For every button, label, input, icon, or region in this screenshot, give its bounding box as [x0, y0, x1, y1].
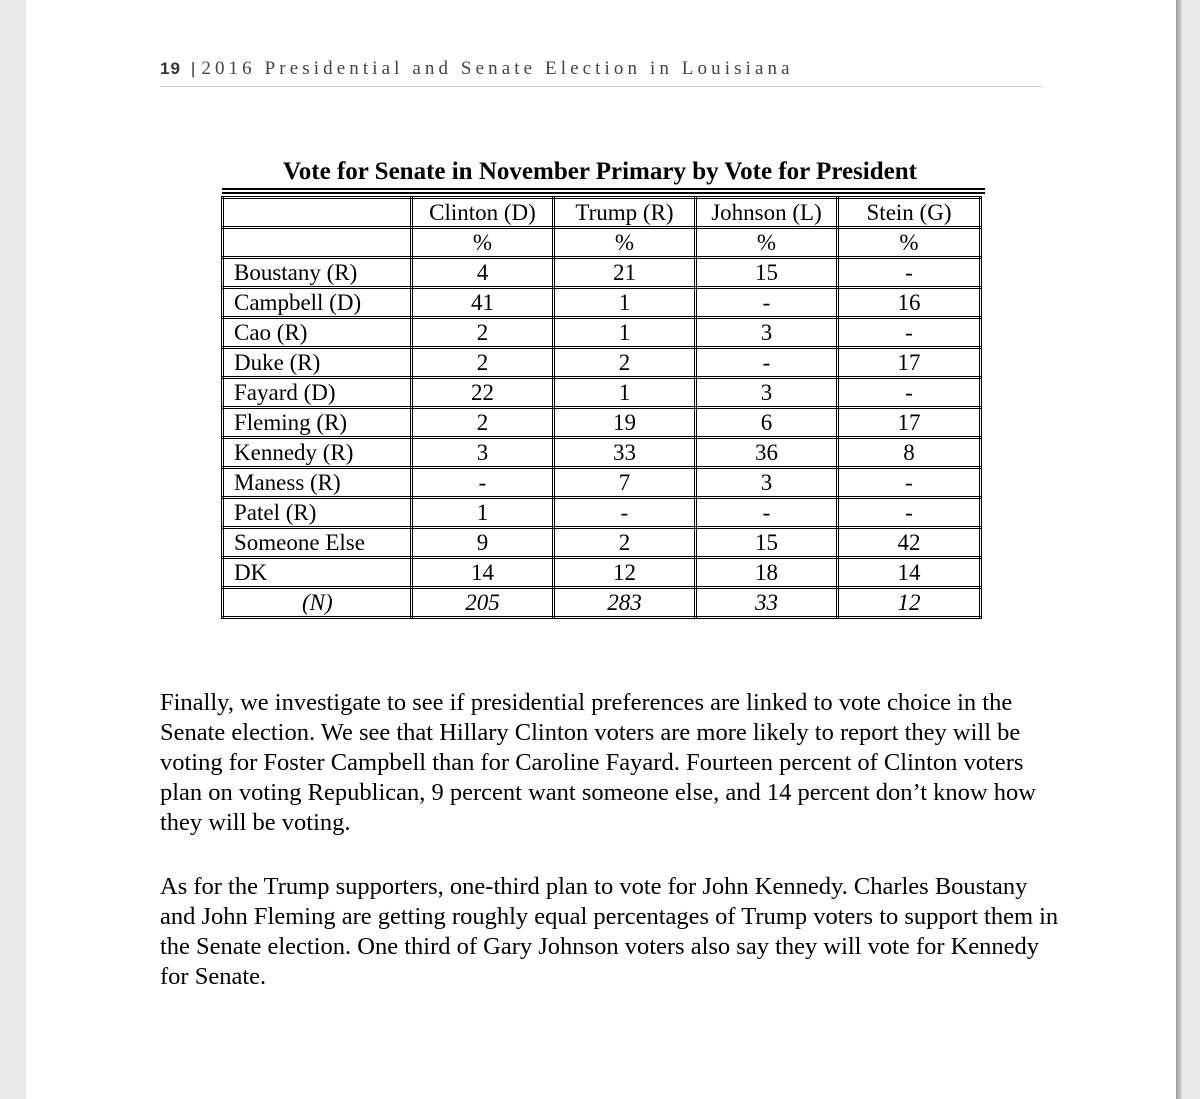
page-header	[160, 58, 1042, 87]
table-row	[223, 468, 981, 498]
sample-size-cell: 33	[696, 588, 838, 618]
table-cell: 1	[554, 288, 696, 318]
table-cell: 17	[838, 348, 981, 378]
sample-size-row	[223, 588, 981, 618]
sample-size-cell: 12	[838, 588, 981, 618]
row-label: Duke (R)	[223, 348, 412, 378]
column-header: Johnson (L)	[696, 198, 838, 228]
column-header: Clinton (D)	[412, 198, 554, 228]
table-cell: 14	[412, 558, 554, 588]
unit-cell: %	[696, 228, 838, 258]
row-label: Fleming (R)	[223, 408, 412, 438]
table-cell: 22	[412, 378, 554, 408]
table-cell: 4	[412, 258, 554, 288]
header-title: 2016 Presidential and Senate Election in Louisiana	[201, 58, 794, 79]
row-label: Kennedy (R)	[223, 438, 412, 468]
table-cell: 15	[696, 258, 838, 288]
row-label: Cao (R)	[223, 318, 412, 348]
table-cell: -	[838, 378, 981, 408]
title-double-rule	[222, 188, 985, 194]
table-cell: 19	[554, 408, 696, 438]
table-cell: 2	[412, 318, 554, 348]
page-edge-shadow	[1176, 0, 1182, 1099]
sample-size-cell: 283	[554, 588, 696, 618]
sample-size-label: (N)	[223, 588, 412, 618]
table-cell: 16	[838, 288, 981, 318]
table-cell: 42	[838, 528, 981, 558]
table-row	[223, 528, 981, 558]
table-cell: -	[696, 288, 838, 318]
row-label: Boustany (R)	[223, 258, 412, 288]
table-cell: 15	[696, 528, 838, 558]
table-row	[223, 348, 981, 378]
table-cell: -	[554, 498, 696, 528]
table-cell: 41	[412, 288, 554, 318]
crosstab-table	[221, 196, 982, 619]
row-label: Patel (R)	[223, 498, 412, 528]
table-cell: 1	[412, 498, 554, 528]
table-cell: 2	[554, 528, 696, 558]
table-cell: 3	[696, 378, 838, 408]
header-separator: |	[190, 59, 196, 78]
table-cell: 2	[412, 408, 554, 438]
table-cell: 6	[696, 408, 838, 438]
unit-cell: %	[412, 228, 554, 258]
table-row	[223, 498, 981, 528]
table-cell: 3	[696, 468, 838, 498]
table-cell: 17	[838, 408, 981, 438]
column-header: Stein (G)	[838, 198, 981, 228]
table-cell: 3	[696, 318, 838, 348]
table-cell: 1	[554, 378, 696, 408]
table-cell: 2	[554, 348, 696, 378]
table-row	[223, 408, 981, 438]
table-cell: 9	[412, 528, 554, 558]
table-cell: -	[838, 498, 981, 528]
table-cell: 7	[554, 468, 696, 498]
table-cell: 3	[412, 438, 554, 468]
table-cell: 2	[412, 348, 554, 378]
column-header: Trump (R)	[554, 198, 696, 228]
unit-cell: %	[838, 228, 981, 258]
table-cell: -	[412, 468, 554, 498]
table-cell: 12	[554, 558, 696, 588]
table-title: Vote for Senate in November Primary by Vote for President	[283, 158, 917, 185]
column-header-row	[223, 198, 981, 228]
row-label: DK	[223, 558, 412, 588]
table-cell: 21	[554, 258, 696, 288]
table-cell: -	[838, 468, 981, 498]
table-row	[223, 318, 981, 348]
row-label: Maness (R)	[223, 468, 412, 498]
table-cell: 8	[838, 438, 981, 468]
table-cell: 1	[554, 318, 696, 348]
table-cell: 33	[554, 438, 696, 468]
row-label: Fayard (D)	[223, 378, 412, 408]
sample-size-cell: 205	[412, 588, 554, 618]
table-cell: 14	[838, 558, 981, 588]
empty-units-cell	[223, 228, 412, 258]
table-row	[223, 438, 981, 468]
units-row	[223, 228, 981, 258]
table-cell: -	[838, 318, 981, 348]
table-cell: -	[696, 498, 838, 528]
body-paragraph: Finally, we investigate to see if presidential preferences are linked to vote choice in the Senate election. We see that Hillary Clinton voters are more likely to report they will be voting for Foster Campbell than for Caroline Fayard. Fourteen percent of Clinton voters plan on voting Republican, 9 percent want someone else, and 14 percent don’t know how they will be voting.	[160, 689, 1036, 836]
table-row	[223, 378, 981, 408]
table-cell: -	[838, 258, 981, 288]
body-paragraph: As for the Trump supporters, one-third plan to vote for John Kennedy. Charles Boustany and John Fleming are getting roughly equal percentages of Trump voters to support them in the Senate election. One third of Gary Johnson voters also say they will vote for Kennedy for Senate.	[160, 873, 1059, 990]
table-row	[223, 258, 981, 288]
table-cell: 36	[696, 438, 838, 468]
table-row	[223, 288, 981, 318]
table-cell: 18	[696, 558, 838, 588]
row-label: Someone Else	[223, 528, 412, 558]
empty-header-cell	[223, 198, 412, 228]
unit-cell: %	[554, 228, 696, 258]
row-label: Campbell (D)	[223, 288, 412, 318]
table-row	[223, 558, 981, 588]
table-cell: -	[696, 348, 838, 378]
page-number: 19	[160, 59, 181, 78]
